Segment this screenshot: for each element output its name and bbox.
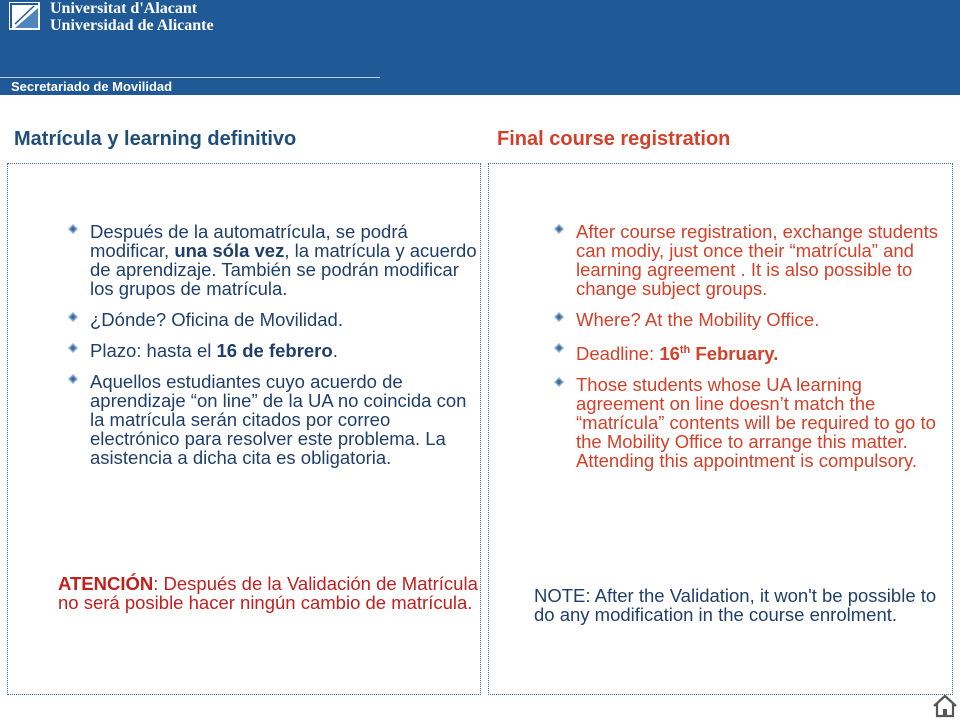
spanish-bullet-deadline: Plazo: hasta el 16 de febrero. (68, 341, 478, 360)
spanish-warning-note: ATENCIÓN: Después de la Validación de Matrícula no será posible hacer ningún cambio de matrícula. (58, 573, 478, 613)
emphasis-once: una sóla vez (174, 240, 285, 261)
deadline-ordinal: th (679, 344, 691, 356)
english-title: Final course registration (497, 128, 731, 150)
university-name-valencian: Universitat d'Alacant (50, 0, 198, 17)
diamond-bullet-icon (68, 224, 78, 234)
diamond-bullet-icon (68, 343, 78, 353)
spanish-bullet-mismatch: Aquellos estudiantes cuyo acuerdo de aprendizaje “on line” de la UA no coincida con la matrícula serán citados por correo electrónico para resolver este problema. La asistencia a dicha cita es obligatoria. (68, 372, 478, 467)
header-divider (0, 77, 380, 78)
diamond-bullet-icon (68, 312, 78, 322)
spanish-title: Matrícula y learning definitivo (14, 128, 297, 150)
english-bullet-deadline: Deadline: 16th February. (554, 341, 949, 363)
english-bullet-where: Where? At the Mobility Office. (554, 310, 949, 329)
english-bullet-list (554, 222, 949, 482)
diamond-bullet-icon (68, 374, 78, 384)
diamond-bullet-icon (554, 377, 564, 387)
spanish-bullet-list (68, 222, 478, 479)
spanish-bullet-modify: Después de la automatrícula, se podrá modificar, una sóla vez, la matrícula y acuerdo de aprendizaje. También se podrán modificar los grupos de matrícula. (68, 222, 478, 298)
office-name: Secretariado de Movilidad (11, 79, 173, 94)
deadline-date: 16 de febrero (216, 340, 333, 361)
diamond-bullet-icon (554, 343, 564, 353)
diamond-bullet-icon (554, 312, 564, 322)
deadline-day: 16 (659, 343, 680, 365)
deadline-month: February. (690, 343, 779, 365)
home-icon[interactable] (932, 694, 958, 718)
english-bullet-modify: After course registration, exchange students can modiy, just once their “matrícula” and learning agreement . It is also possible to change subject groups. (554, 222, 949, 298)
university-name-spanish: Universidad de Alicante (50, 17, 214, 34)
header-banner (0, 0, 960, 95)
spanish-bullet-where: ¿Dónde? Oficina de Movilidad. (68, 310, 478, 329)
english-note: NOTE: After the Validation, it won't be possible to do any modification in the course enrolment. (534, 585, 937, 625)
diamond-bullet-icon (554, 224, 564, 234)
english-bullet-mismatch: Those students whose UA learning agreement on line doesn’t match the “matrícula” contents will be required to go to the Mobility Office to arrange this matter. Attending this appointment is compulsory. (554, 375, 949, 470)
ua-logo-icon (9, 2, 40, 30)
